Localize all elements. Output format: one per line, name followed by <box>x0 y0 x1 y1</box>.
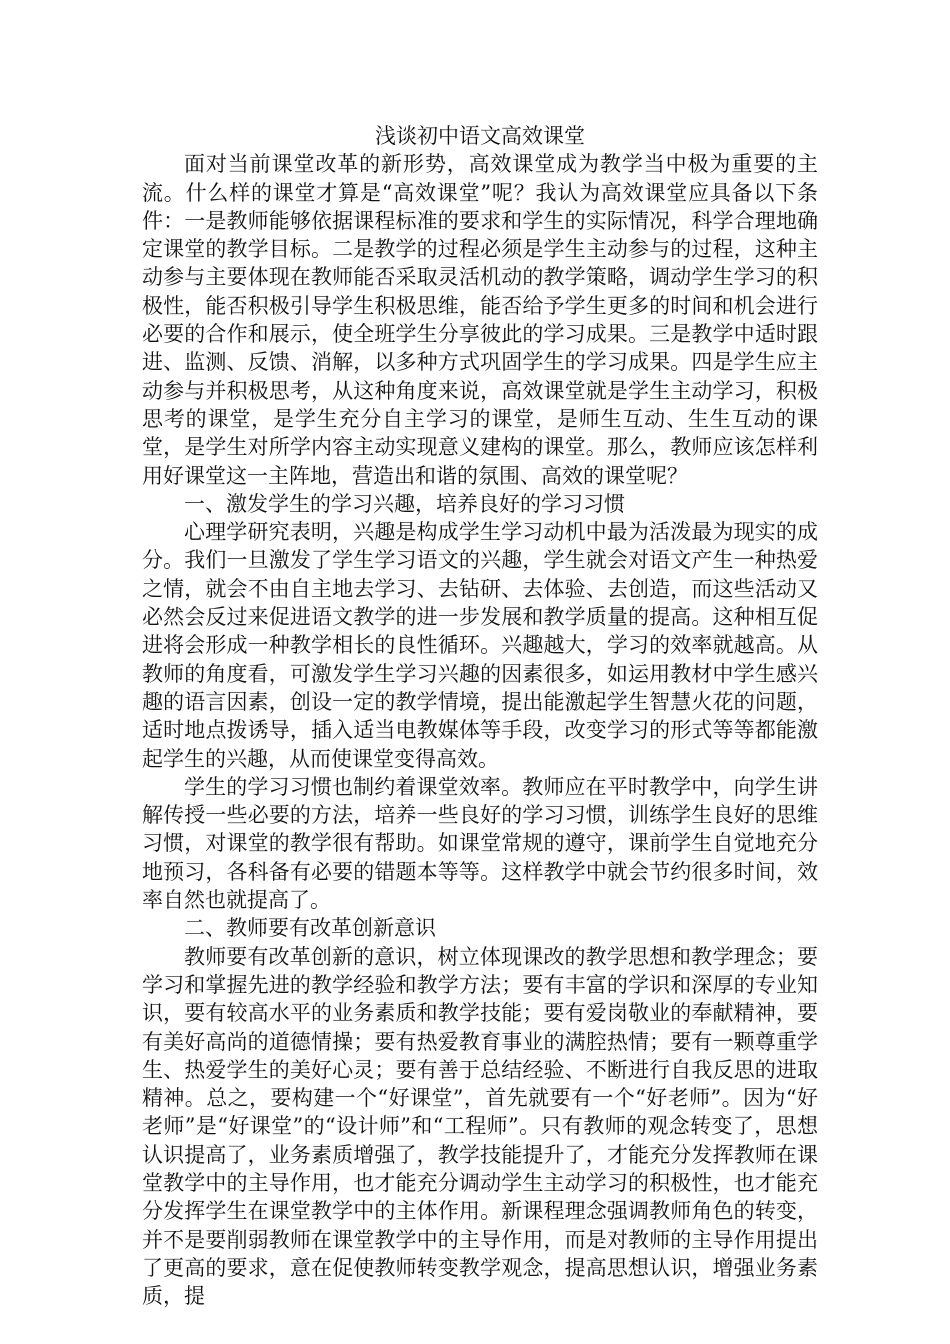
section-heading-1: 一、激发学生的学习兴趣，培养良好的学习习惯 <box>184 491 625 516</box>
document-title: 浅谈初中语文高效课堂 <box>375 124 585 148</box>
body-paragraph: 心理学研究表明，兴趣是构成学生学习动机中最为活泼最为现实的成分。我们一旦激发了学生学习语文的兴趣，学生就会对语文产生一种热爱之情，就会不由自主地去学习、去钻研、去体验、去创造，而这些活动又必然会反过来促进语文教学的进一步发展和教学质量的提高。这种相互促进将会形成一种教学相长的良性循环。兴趣越大，学习的效率就越高。从教师的角度看，可激发学生学习兴趣的因素很多，如运用教材中学生感兴趣的语言因素，创设一定的教学情境，提出能激起学生智慧火花的问题，适时地点拨诱导，插入适当电教媒体等手段，改变学习的形式等等都能激起学生的兴趣，从而使课堂变得高效。 <box>142 520 818 771</box>
body-paragraph: 教师要有改革创新的意识，树立体现课改的教学思想和教学理念；要学习和掌握先进的教学经验和教学方法；要有丰富的学识和深厚的专业知识，要有较高水平的业务素质和教学技能；要有爱岗敬业的奉献精神，要有美好高尚的道德情操；要有热爱教育事业的满腔热情；要有一颗尊重学生、热爱学生的美好心灵；要有善于总结经验、不断进行自我反思的进取精神。总之，要构建一个“好课堂”，首先就要有一个“好老师”。因为“好老师”是“好课堂”的“设计师”和“工程师”。只有教师的观念转变了，思想认识提高了，业务素质增强了，教学技能提升了，才能充分发挥教师在课堂教学中的主导作用，也才能充分调动学生主动学习的积极性，也才能充分发挥学生在课堂教学中的主体作用。新课程理念强调教师角色的转变，并不是要削弱教师在课堂教学中的主导作用，而是对教师的主导作用提出了更高的要求，意在促使教师转变教学观念，提高思想认识，增强业务素质，提 <box>142 944 818 1309</box>
intro-paragraph: 面对当前课堂改革的新形势，高效课堂成为教学当中极为重要的主流。什么样的课堂才算是“高效课堂”呢？我认为高效课堂应具备以下条件：一是教师能够依据课程标准的要求和学生的实际情况，科学合理地确定课堂的教学目标。二是教学的过程必须是学生主动参与的过程，这种主动参与主要体现在教师能否采取灵活机动的教学策略，调动学生学习的积极性，能否积极引导学生积极思维，能否给予学生更多的时间和机会进行必要的合作和展示，使全班学生分享彼此的学习成果。三是教学中适时跟进、监测、反馈、消解，以多种方式巩固学生的学习成果。四是学生应主动参与并积极思考，从这种角度来说，高效课堂就是学生主动学习，积极思考的课堂，是学生充分自主学习的课堂，是师生互动、生生互动的课堂，是学生对所学内容主动实现意义建构的课堂。那么，教师应该怎样利用好课堂这一主阵地，营造出和谐的氛围、高效的课堂呢？ <box>142 152 818 488</box>
document-page <box>142 122 818 1310</box>
body-paragraph: 学生的学习习惯也制约着课堂效率。教师应在平时教学中，向学生讲解传授一些必要的方法，培养一些良好的学习习惯，训练学生良好的思维习惯，对课堂的教学很有帮助。如课堂常规的遵守，课前学生自觉地充分地预习，各科备有必要的错题本等等。这样教学中就会节约很多时间，效率自然也就提高了。 <box>142 774 818 913</box>
section-heading-2: 二、教师要有改革创新意识 <box>184 916 436 941</box>
